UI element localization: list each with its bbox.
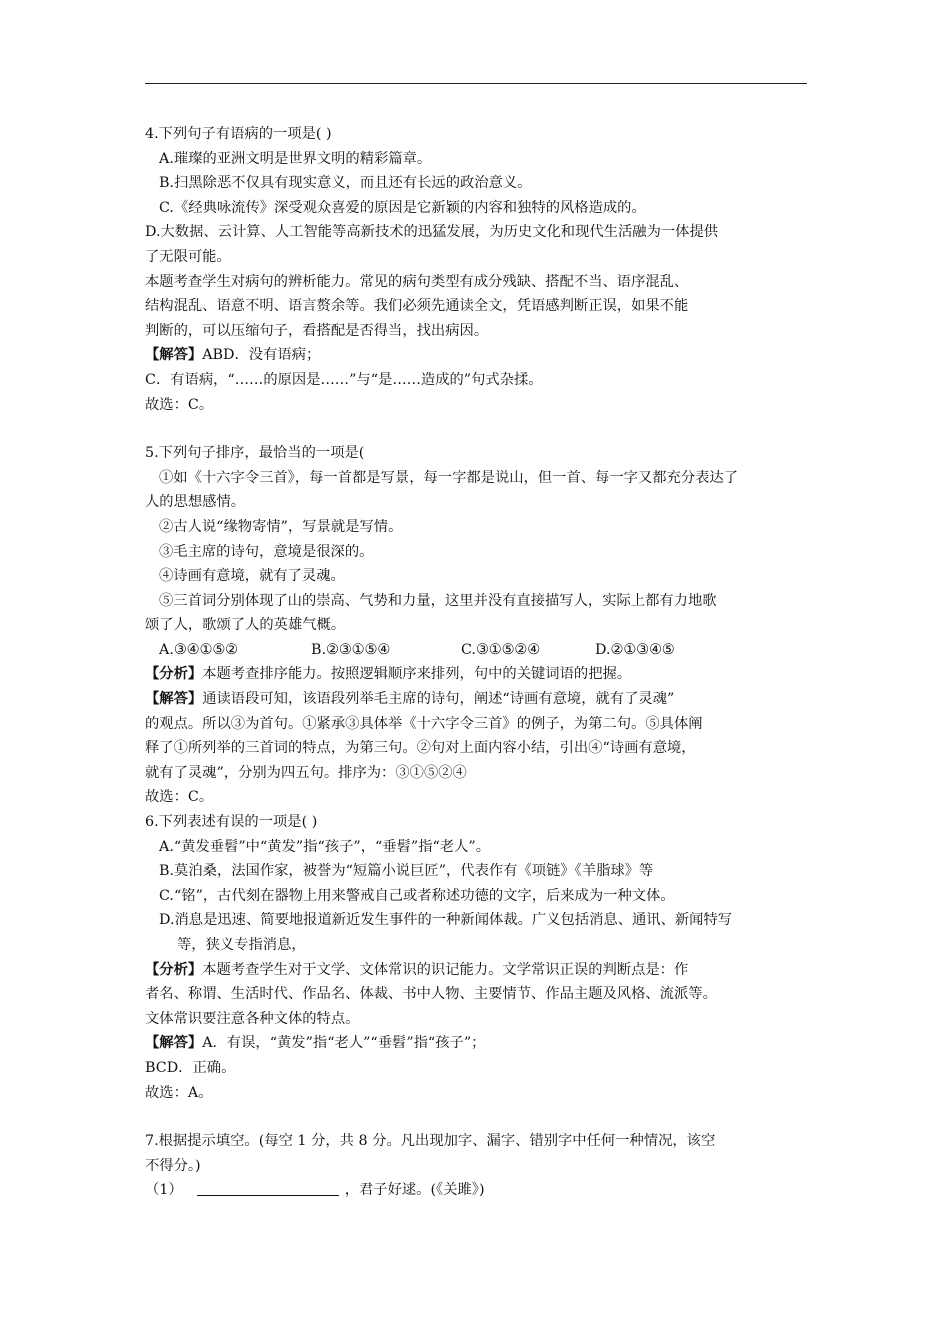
fill-blank[interactable]	[197, 1181, 339, 1196]
q4-option-c: C.《经典咏流传》深受观众喜爱的原因是它新颖的内容和独特的风格造成的。	[159, 199, 646, 216]
q4-analysis-cont: 判断的，可以压缩句子，看搭配是否得当，找出病因。	[145, 322, 489, 339]
q4-analysis: 本题考查学生对病句的辨析能力。常见的病句类型有成分残缺、搭配不当、语序混乱、	[145, 273, 689, 290]
q5-analysis	[145, 662, 810, 687]
q4-option-b: B.扫黑除恶不仅具有现实意义，而且还有长远的政治意义。	[159, 175, 532, 192]
q7-item-number: （1）	[145, 1182, 183, 1199]
answer-tag: 【解答】	[145, 691, 203, 708]
q7-stem: 7.根据提示填空。(每空 1 分，共 8 分。凡出现加字、漏字、错别字中任何一种情况，该空	[145, 1133, 716, 1150]
q5-sentence-4: ④诗画有意境，就有了灵魂。	[159, 568, 345, 585]
q4-analysis-cont: 结构混乱、语意不明、语言赘余等。我们必须先通读全文，凭语感判断正误，如果不能	[145, 298, 689, 315]
q6-option-a: A.“黄发垂髫”中“黄发”指“孩子”，“垂髫”指“老人”。	[159, 838, 491, 855]
q5-stem: 5.下列句子排序，最恰当的一项是(	[145, 445, 365, 462]
q6-answer-text: A．有误，“黄发”指“老人”“垂髫”指“孩子”；	[202, 1035, 486, 1052]
q4-option-d-cont: 了无限可能。	[145, 248, 231, 265]
q5-analysis-text: 本题考查排序能力。按照逻辑顺序来排列，句中的关键词语的把握。	[202, 666, 632, 683]
q4-answer	[145, 343, 810, 368]
q7-stem-cont: 不得分。)	[145, 1157, 201, 1174]
q5-option-d: D.②①③④⑤	[595, 641, 675, 658]
answer-tag: 【解答】	[145, 347, 203, 364]
q5-sentence-2: ②古人说“缘物寄情”，写景就是写情。	[159, 518, 403, 535]
q5-answer-cont: 就有了灵魂”，分别为四五句。排序为：③①⑤②④	[145, 764, 467, 781]
q6-option-d: D.消息是迅速、简要地报道新近发生事件的一种新闻体裁。广义包括消息、通讯、新闻特写	[159, 912, 733, 929]
q6-option-d-cont: 等，狭义专指消息，	[177, 937, 306, 953]
q6-choice: 故选：A。	[145, 1084, 213, 1101]
q5-sentence-3: ③毛主席的诗句，意境是很深的。	[159, 543, 374, 560]
q6-option-c: C.“铭”，古代刻在器物上用来警戒自己或者称述功德的文字，后来成为一种文体。	[159, 887, 675, 904]
q4-choice: 故选：C。	[145, 396, 214, 413]
q6-answer	[145, 1031, 810, 1056]
q6-analysis	[145, 958, 810, 983]
q6-analysis-text: 本题考查学生对于文学、文体常识的识记能力。文学常识正误的判断点是：作	[202, 961, 689, 978]
q5-answer-cont: 释了①所列举的三首词的特点，为第三句。②句对上面内容小结，引出④“诗画有意境，	[145, 740, 696, 757]
q5-option-c: C.③①⑤②④	[461, 641, 541, 658]
q4-stem: 4.下列句子有语病的一项是( )	[145, 126, 332, 142]
q5-sentence-1: ①如《十六字令三首》，每一首都是写景，每一字都是说山，但一首、每一字又都充分表达了	[159, 469, 739, 486]
q5-option-a: A.③④①⑤②	[159, 641, 238, 658]
document-body	[145, 122, 810, 1203]
q6-option-b: B.莫泊桑，法国作家，被誉为“短篇小说巨匠”，代表作有《项链》《羊脂球》等	[159, 863, 654, 880]
header-rule	[145, 83, 807, 84]
q5-answer-text: 通读语段可知，该语段列举毛主席的诗句，阐述“诗画有意境，就有了灵魂”	[202, 691, 675, 708]
q6-stem: 6.下列表述有误的一项是( )	[145, 814, 318, 831]
q5-options	[145, 638, 810, 663]
q6-analysis-cont: 文体常识要注意各种文体的特点。	[145, 1010, 360, 1027]
q6-analysis-cont: 者名、称谓、生活时代、作品名、体裁、书中人物、主要情节、作品主题及风格、流派等。	[145, 986, 717, 1003]
q4-answer-cont: C．有语病，“……的原因是……”与“是……造成的”句式杂揉。	[145, 371, 543, 388]
q5-sentence-5: ⑤三首词分别体现了山的崇高、气势和力量，这里并没有直接描写人，实际上都有力地歌	[159, 592, 717, 609]
q6-answer-cont: BCD．正确。	[145, 1059, 236, 1076]
analysis-tag: 【分析】	[145, 961, 203, 978]
q4-option-d: D.大数据、云计算、人工智能等高新技术的迅猛发展，为历史文化和现代生活融为一体提供	[145, 224, 719, 241]
q7-item-1	[145, 1178, 810, 1203]
q4-option-a: A.璀璨的亚洲文明是世界文明的精彩篇章。	[159, 150, 432, 167]
q7-item-text: ，君子好逑。(《关雎》)	[344, 1182, 485, 1199]
q5-option-b: B.②③①⑤④	[311, 641, 391, 658]
q5-answer-cont: 的观点。所以③为首句。①紧承③具体举《十六字令三首》的例子，为第二句。⑤具体阐	[145, 715, 703, 732]
q5-sentence-5-cont: 颂了人，歌颂了人的英雄气概。	[145, 617, 346, 634]
q5-sentence-1-cont: 人的思想感情。	[145, 494, 246, 511]
q5-answer	[145, 687, 810, 712]
q4-answer-text: ABD．没有语病；	[202, 347, 321, 364]
analysis-tag: 【分析】	[145, 666, 203, 683]
answer-tag: 【解答】	[145, 1035, 203, 1052]
q5-choice: 故选：C。	[145, 789, 214, 806]
